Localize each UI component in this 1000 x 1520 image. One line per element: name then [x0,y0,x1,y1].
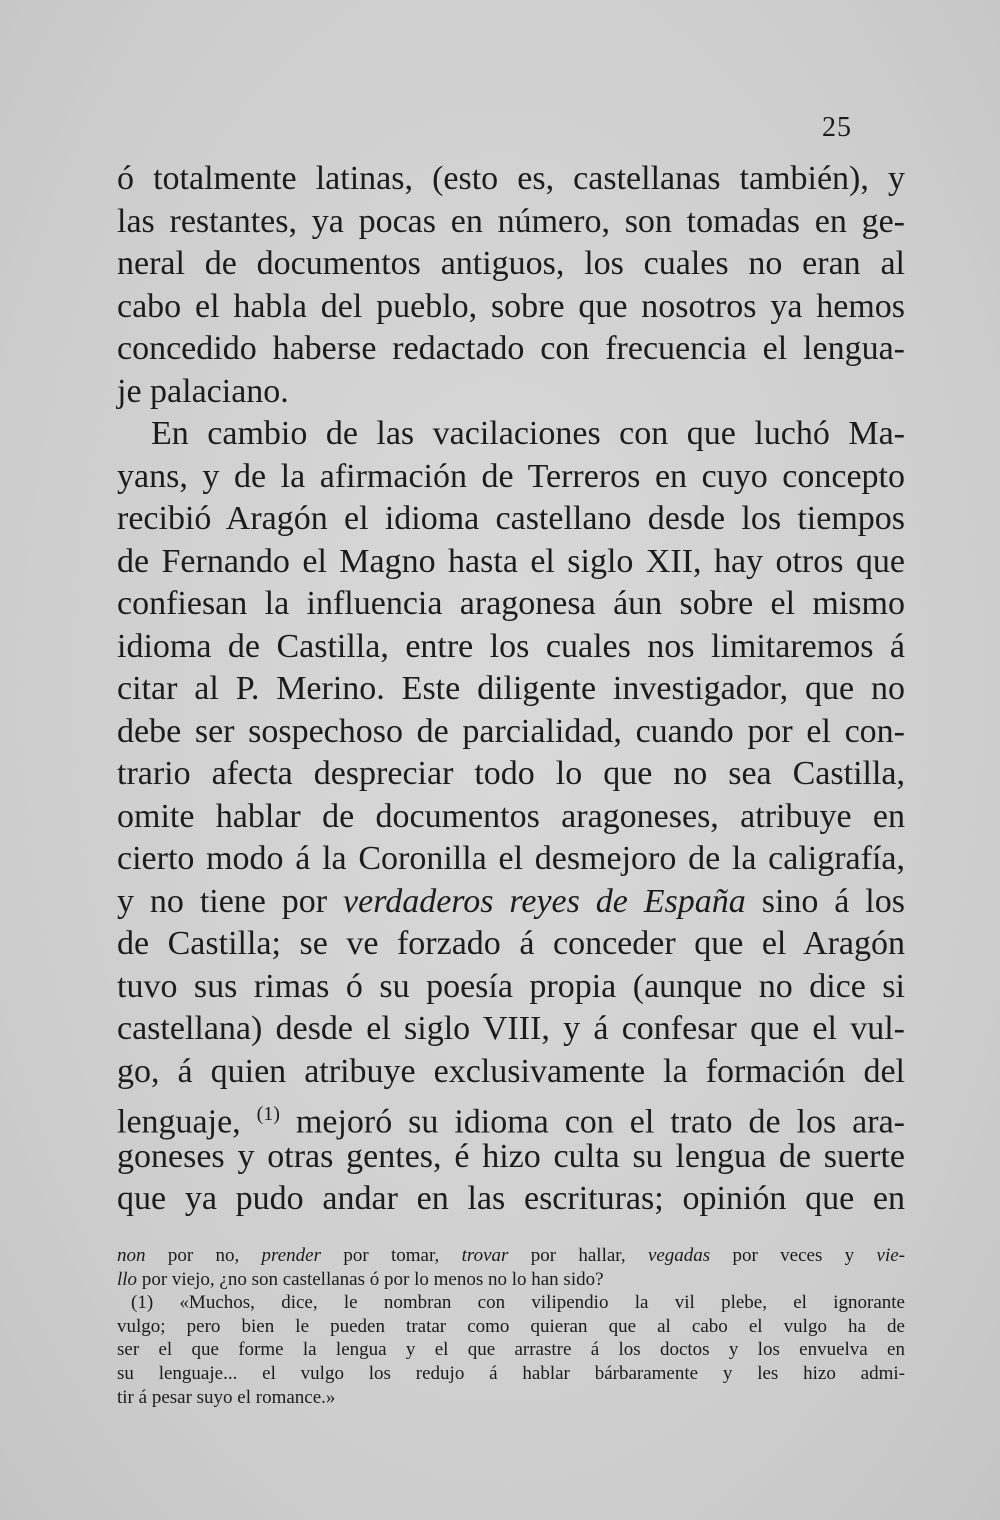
footnote-italic: non [117,1245,146,1266]
text-line: goneses y otras gentes, é hizo culta su lengua de suerte [117,1137,905,1175]
text-line: de Fernando el Magno hasta el siglo XII, hay otros que [117,542,905,580]
footnote-line [117,1362,905,1386]
footnote-text: por no, [145,1245,262,1266]
text-line: las restantes, ya pocas en número, son tomadas en ge- [117,202,905,240]
text-line: cierto modo á la Coronilla el desmejoro de la caligrafía, [117,840,905,877]
footnote-text: vulgo; pero bien le pueden tratar como quieran que al cabo el vulgo ha de [117,1315,905,1337]
footnote-marker: (1) [256,1103,280,1125]
footnote-text: por tomar, [321,1245,462,1266]
text-line: recibió Aragón el idioma castellano desde los tiempos [117,500,905,537]
text-line: concedido haberse redactado con frecuencia el lengua- [117,330,905,367]
text-line: debe ser sospechoso de parcialidad, cuando por el con- [117,712,905,750]
footnote-line [117,1244,905,1268]
footnote-line [117,1338,905,1362]
footnote-text: por veces y [710,1245,877,1266]
footnote-text: su lenguaje... el vulgo los redujo á hablar bárbaramente y les hizo admi- [117,1362,905,1384]
footnote-italic: vegadas [647,1245,711,1266]
text-line: neral de documentos antiguos, los cuales no eran al [117,245,905,282]
footnote-text: (1) «Muchos, dice, le nombran con vilipendio la vil plebe, el ignorante [131,1292,905,1314]
text-line: En cambio de las vacilaciones con que luchó Ma- [151,415,905,452]
footnote-text: por hallar, [508,1245,648,1266]
footnote-italic: trovar [461,1245,509,1266]
text-segment: mejoró su idioma con el trato de los ara- [279,1103,905,1141]
footnotes [117,1244,905,1409]
text-line: castellana) desde el siglo VIII, y á confesar que el vul- [117,1010,905,1047]
italic-phrase: verdaderos reyes de España [343,882,746,920]
text-line: go, á quien atribuye exclusivamente la formación del [117,1052,905,1090]
footnote-line [117,1315,905,1339]
text-line: yans, y de la afirmación de Terreros en cuyo concepto [117,457,905,495]
text-line: idioma de Castilla, entre los cuales nos limitaremos á [117,627,905,665]
text-line: confiesan la influencia aragonesa áun sobre el mismo [117,585,905,622]
text-line: je palaciano. [117,372,289,410]
footnote-text: ser el que forme la lengua y el que arrastre á los doctos y los envuelva en [117,1339,905,1361]
footnote-italic: prender [261,1245,321,1266]
footnote-italic: vie- [876,1245,905,1266]
body-text [117,158,905,1221]
footnote-text: por viejo, ¿no son castellanas ó por lo menos no lo han sido? [137,1268,604,1290]
footnote-line [117,1291,905,1315]
text-line: ó totalmente latinas, (esto es, castellanas también), y [117,160,905,197]
text-segment: sino á los [745,882,905,920]
text-line: tuvo sus rimas ó su poesía propia (aunque no dice si [117,967,905,1005]
text-line [117,1093,905,1141]
text-segment: y no tiene por [117,882,344,920]
footnote-italic: llo [117,1268,138,1290]
footnote-line [117,1386,905,1410]
text-line: de Castilla; se ve forzado á conceder que el Aragón [117,925,905,962]
footnote-text: tir á pesar suyo el romance.» [117,1386,336,1408]
text-line [117,881,905,924]
footnote-line [117,1268,905,1292]
page-number: 25 [822,112,852,143]
text-line: trario afecta despreciar todo lo que no sea Castilla, [117,755,905,792]
text-line: omite hablar de documentos aragoneses, atribuye en [117,797,905,835]
text-line: que ya pudo andar en las escrituras; opinión que en [117,1180,905,1217]
text-segment: lenguaje, [117,1103,257,1141]
text-line: cabo el habla del pueblo, sobre que nosotros ya hemos [117,287,905,325]
text-line: citar al P. Merino. Este diligente investigador, que no [117,670,905,707]
